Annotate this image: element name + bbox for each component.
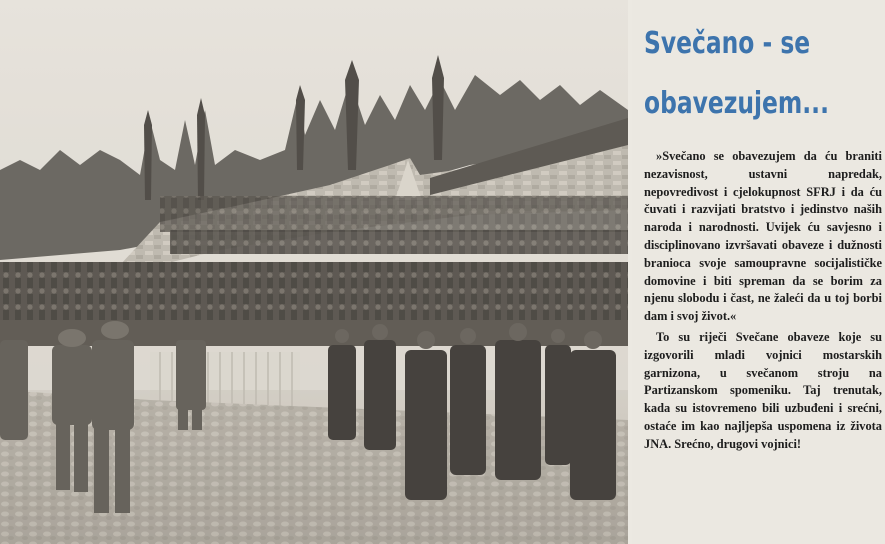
oath-paragraph: »Svečano se obavezujem da ću braniti nezavisnost, ustavni napredak, nepovredivost i cjelokupnost SFRJ i da ću čuvati i razvijati bratstvo i jedinstvo naših naroda i narodnosti. Uvijek ću savjesno i disciplinovano izvršavati obaveze i dužnosti branioca svoje samoupravne socijalističke domovine i biti spreman da se borim za njenu slobodu i čast, ne žaleći da u toj borbi dam i svoj život.« (644, 149, 882, 324)
report-paragraph: To su riječi Svečane obaveze koje su izgovorili mladi vojnici mostarskih garnizona, u svečanom stroju na Partizanskom spomeniku. Taj trenutak, kada su istovremeno bili uzbuđeni i srećni, ostaće im kao najljepša uspomena iz života JNA. Srećno, drugovi vojnici! (644, 329, 882, 451)
article-body (644, 148, 882, 454)
headline-line-2: obavezujem... (644, 86, 829, 121)
article-column (632, 0, 885, 544)
headline-line-1: Svečano - se (644, 26, 811, 61)
article-headline (644, 14, 828, 134)
